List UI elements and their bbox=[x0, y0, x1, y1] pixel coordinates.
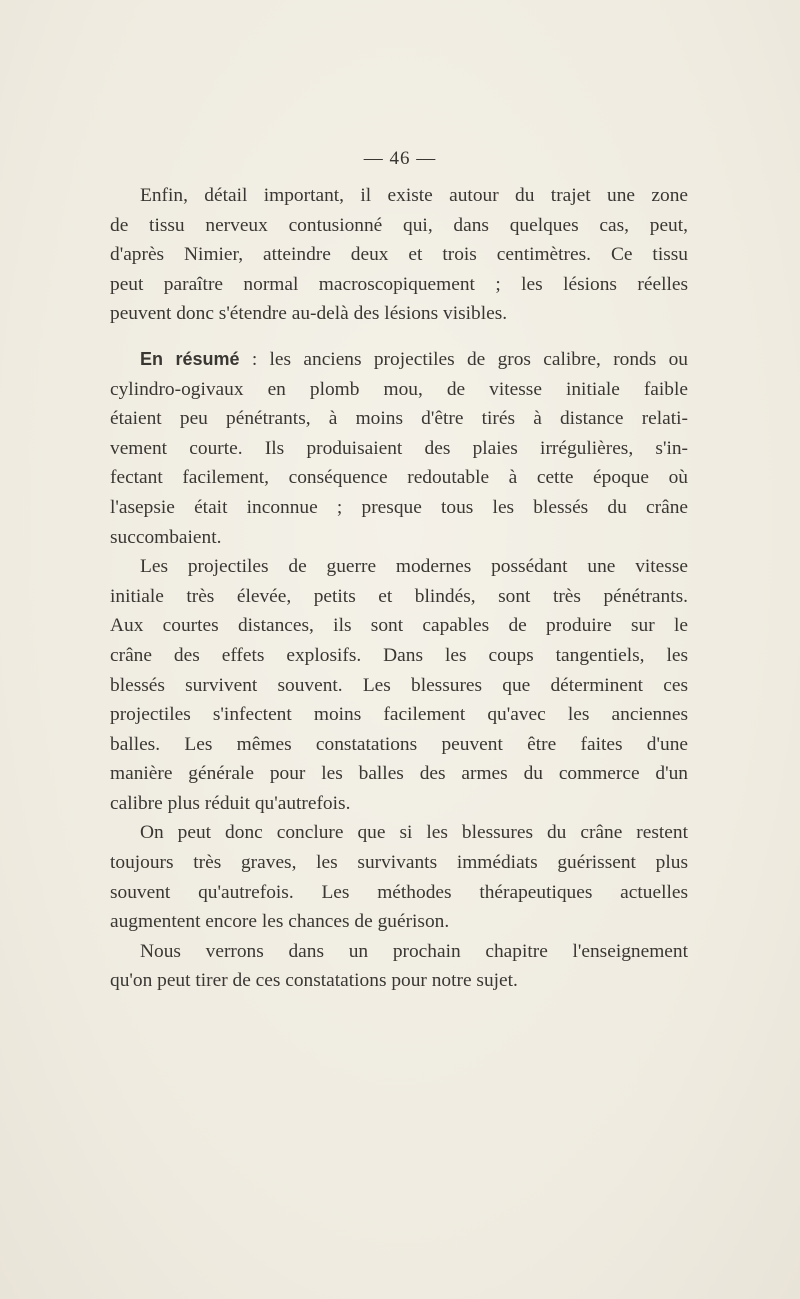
text-line: crâne des effets explosifs. Dans les coups tangentiels, les bbox=[110, 644, 688, 666]
text-line: peut paraître normal macroscopiquement ; les lésions réelles bbox=[110, 273, 688, 295]
text-line: vement courte. Ils produisaient des plaies irrégulières, s'in- bbox=[110, 437, 688, 459]
text-fragment: : les anciens projectiles de gros calibre, ronds ou bbox=[239, 348, 688, 370]
paragraph-2 bbox=[110, 345, 688, 552]
text-line: balles. Les mêmes constatations peuvent être faites d'une bbox=[110, 733, 688, 755]
text-line: projectiles s'infectent moins facilement qu'avec les anciennes bbox=[110, 704, 688, 726]
text-line: manière générale pour les balles des armes du commerce d'un bbox=[110, 763, 688, 785]
paragraph-4 bbox=[110, 818, 688, 936]
paragraph-spacer bbox=[110, 329, 688, 345]
text-line: Les projectiles de guerre modernes possédant une vitesse bbox=[140, 556, 688, 578]
text-line: étaient peu pénétrants, à moins d'être tirés à distance relati- bbox=[110, 408, 688, 430]
paragraph-3 bbox=[110, 552, 688, 818]
text-line: fectant facilement, conséquence redoutable à cette époque où bbox=[110, 467, 688, 489]
text-line: l'asepsie était inconnue ; presque tous les blessés du crâne bbox=[110, 496, 688, 518]
text-line: toujours très graves, les survivants immédiats guérissent plus bbox=[110, 852, 688, 874]
text-line: Enfin, détail important, il existe autour du trajet une zone bbox=[140, 185, 688, 206]
text-line: Aux courtes distances, ils sont capables de produire sur le bbox=[110, 615, 688, 637]
text-line: calibre plus réduit qu'autrefois. bbox=[110, 792, 351, 814]
text-line: cylindro-ogivaux en plomb mou, de vitesse initiale faible bbox=[110, 378, 688, 400]
text-line: augmentent encore les chances de guérison. bbox=[110, 911, 450, 933]
text-line: Nous verrons dans un prochain chapitre l'enseignement bbox=[140, 940, 688, 962]
text-line: souvent qu'autrefois. Les méthodes thérapeutiques actuelles bbox=[110, 881, 688, 903]
summary-heading: En résumé bbox=[140, 348, 240, 369]
body-text bbox=[110, 181, 688, 996]
page-number: — 46 — bbox=[363, 148, 437, 169]
text-line bbox=[110, 345, 688, 375]
text-line: blessés survivent souvent. Les blessures que déterminent ces bbox=[110, 674, 688, 696]
text-line: On peut donc conclure que si les blessures du crâne restent bbox=[140, 822, 688, 844]
text-line: qu'on peut tirer de ces constatations pour notre sujet. bbox=[110, 970, 518, 992]
paragraph-5 bbox=[110, 937, 688, 996]
text-line: initiale très élevée, petits et blindés, sont très pénétrants. bbox=[110, 585, 688, 607]
text-line: succombaient. bbox=[110, 526, 222, 548]
text-line: d'après Nimier, atteindre deux et trois centimètres. Ce tissu bbox=[110, 244, 688, 266]
text-line: de tissu nerveux contusionné qui, dans quelques cas, peut, bbox=[110, 214, 688, 236]
paragraph-1 bbox=[110, 181, 688, 329]
text-line: peuvent donc s'étendre au-delà des lésions visibles. bbox=[110, 303, 508, 325]
